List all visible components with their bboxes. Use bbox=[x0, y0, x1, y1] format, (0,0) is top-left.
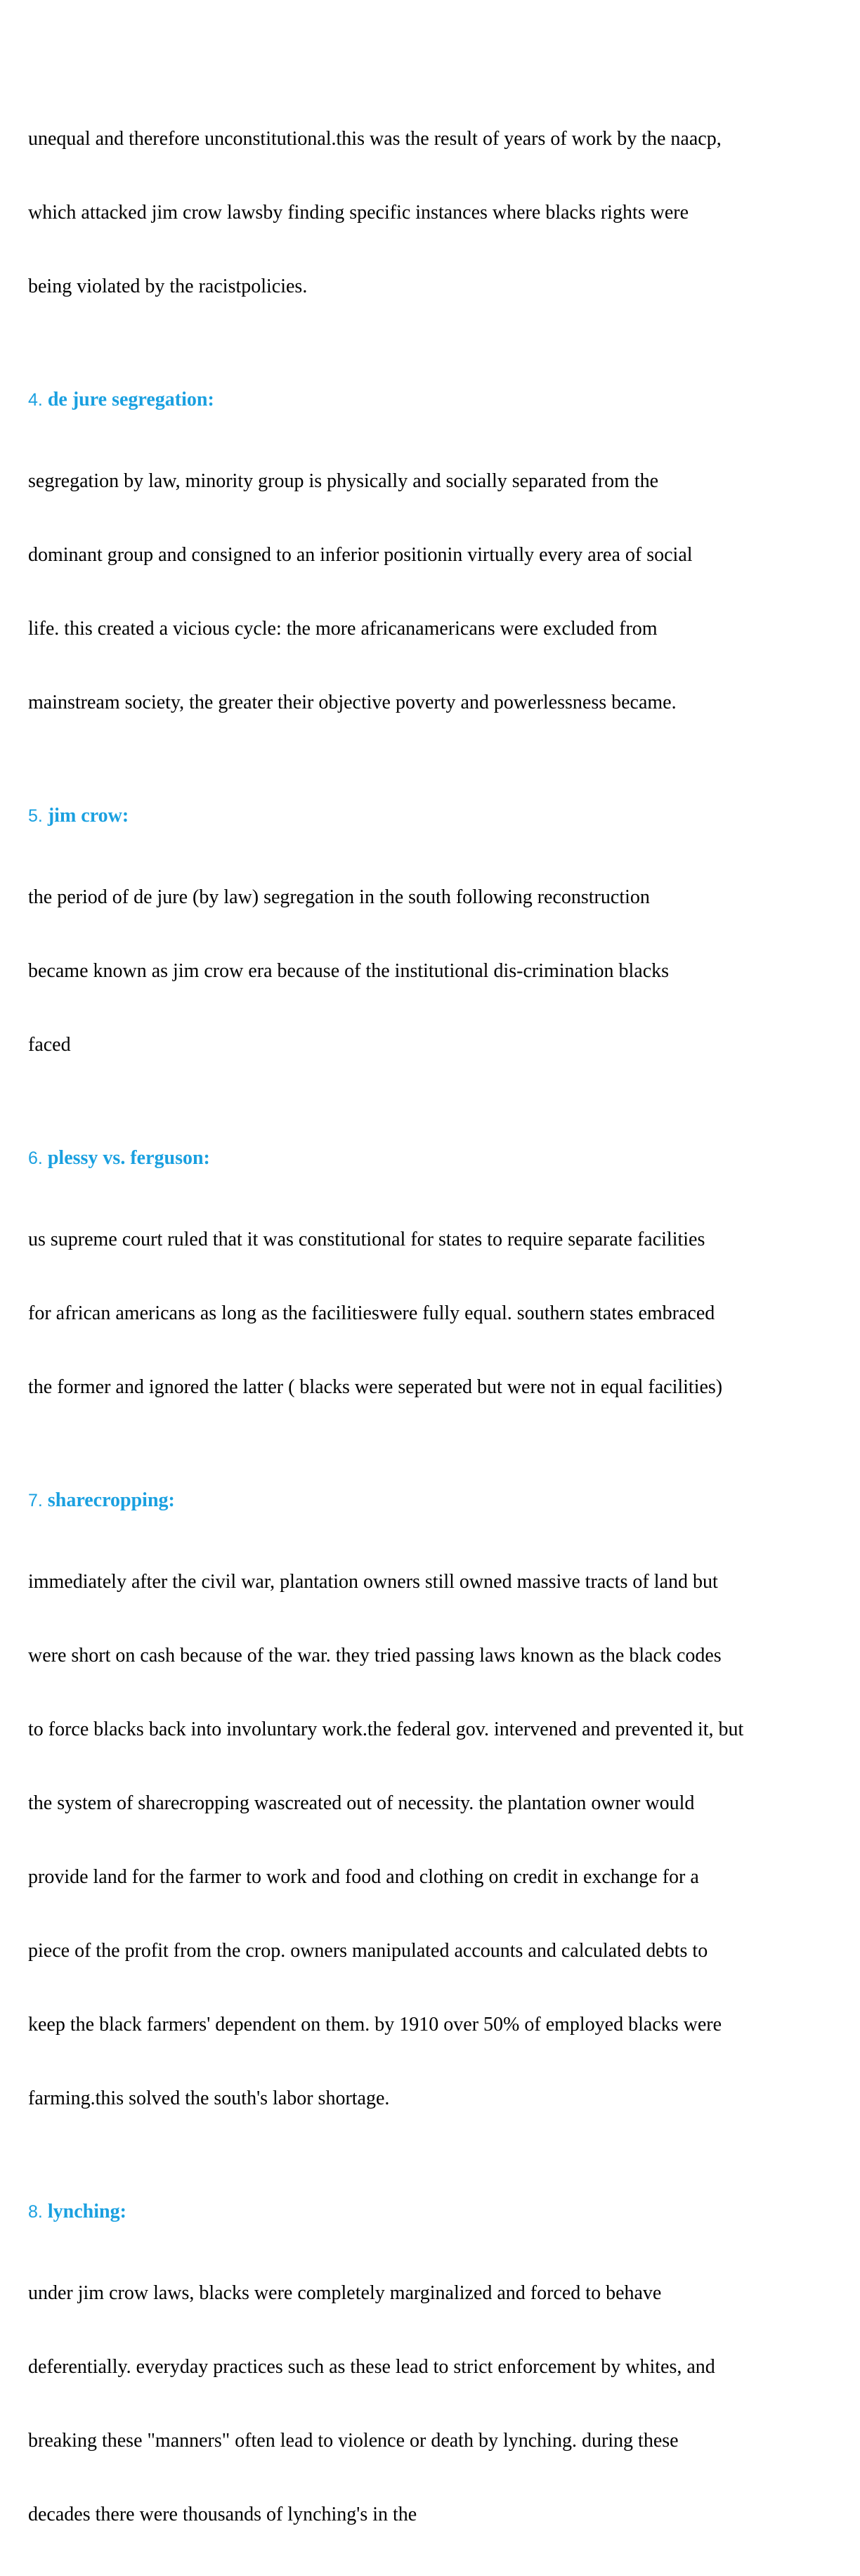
text-line: us supreme court ruled that it was constitutional for states to require separate facilities bbox=[28, 1229, 705, 1250]
text-line: under jim crow laws, blacks were completely marginalized and forced to behave bbox=[28, 2282, 662, 2304]
term-title: plessy vs. ferguson: bbox=[47, 1147, 210, 1169]
term-heading-lynching bbox=[28, 2199, 836, 2225]
text-line: the former and ignored the latter ( blacks were seperated but were not in equal facilities) bbox=[28, 1376, 723, 1398]
text-line: mainstream society, the greater their objective poverty and powerlessness became. bbox=[28, 692, 677, 713]
text-line: segregation by law, minority group is physically and socially separated from the bbox=[28, 470, 659, 492]
text-line: the period of de jure (by law) segregation in the south following reconstruction bbox=[28, 886, 650, 908]
term-heading-sharecropping bbox=[28, 1488, 836, 1513]
text-line: which attacked jim crow lawsby finding specific instances where blacks rights were bbox=[28, 202, 689, 224]
term-title: de jure segregation: bbox=[47, 389, 214, 410]
text-line: keep the black farmers' dependent on them. by 1910 over 50% of employed blacks were bbox=[28, 2014, 722, 2035]
text-line: deferentially. everyday practices such as these lead to strict enforcement by whites, and bbox=[28, 2356, 715, 2378]
term-heading-jim-crow bbox=[28, 803, 836, 829]
term-number: 7. bbox=[28, 1491, 43, 1510]
text-line: were short on cash because of the war. they tried passing laws known as the black codes bbox=[28, 1645, 722, 1666]
text-line: farming.this solved the south's labor shortage. bbox=[28, 2088, 390, 2109]
text-line: the system of sharecropping wascreated out of necessity. the plantation owner would bbox=[28, 1792, 695, 1814]
text-line: being violated by the racistpolicies. bbox=[28, 276, 308, 297]
text-line: to force blacks back into involuntary work.the federal gov. intervened and prevented it, but bbox=[28, 1719, 744, 1740]
text-line: decades there were thousands of lynching's in the bbox=[28, 2504, 417, 2525]
text-line: immediately after the civil war, plantation owners still owned massive tracts of land but bbox=[28, 1571, 718, 1593]
text-line: breaking these "manners" often lead to violence or death by lynching. during these bbox=[28, 2430, 679, 2452]
term-heading-plessy-vs-ferguson bbox=[28, 1146, 836, 1171]
term-number: 5. bbox=[28, 806, 43, 826]
text-line: provide land for the farmer to work and food and clothing on credit in exchange for a bbox=[28, 1866, 699, 1888]
term-definition-jim-crow bbox=[28, 836, 836, 1106]
term-title: lynching: bbox=[47, 2201, 126, 2222]
term-number: 4. bbox=[28, 390, 43, 410]
intro-paragraph bbox=[28, 77, 836, 348]
document-page bbox=[28, 77, 836, 2576]
term-definition-sharecropping bbox=[28, 1520, 836, 2160]
text-line: life. this created a vicious cycle: the more africanamericans were excluded from bbox=[28, 618, 658, 640]
term-title: jim crow: bbox=[47, 805, 129, 827]
term-definition-lynching bbox=[28, 2232, 836, 2576]
text-line: faced bbox=[28, 1034, 71, 1056]
term-definition-de-jure-segregation bbox=[28, 420, 836, 764]
text-line: piece of the profit from the crop. owners manipulated accounts and calculated debts to bbox=[28, 1940, 708, 1962]
term-heading-de-jure-segregation bbox=[28, 387, 836, 413]
term-number: 8. bbox=[28, 2202, 43, 2222]
text-line: became known as jim crow era because of the institutional dis-crimination blacks bbox=[28, 960, 670, 982]
term-definition-plessy-vs-ferguson bbox=[28, 1178, 836, 1449]
term-title: sharecropping: bbox=[47, 1489, 175, 1511]
text-line: for african americans as long as the facilitieswere fully equal. southern states embraced bbox=[28, 1302, 715, 1324]
text-line: unequal and therefore unconstitutional.this was the result of years of work by the naacp, bbox=[28, 128, 722, 150]
term-number: 6. bbox=[28, 1148, 43, 1168]
text-line: dominant group and consigned to an inferior positionin virtually every area of social bbox=[28, 544, 693, 566]
